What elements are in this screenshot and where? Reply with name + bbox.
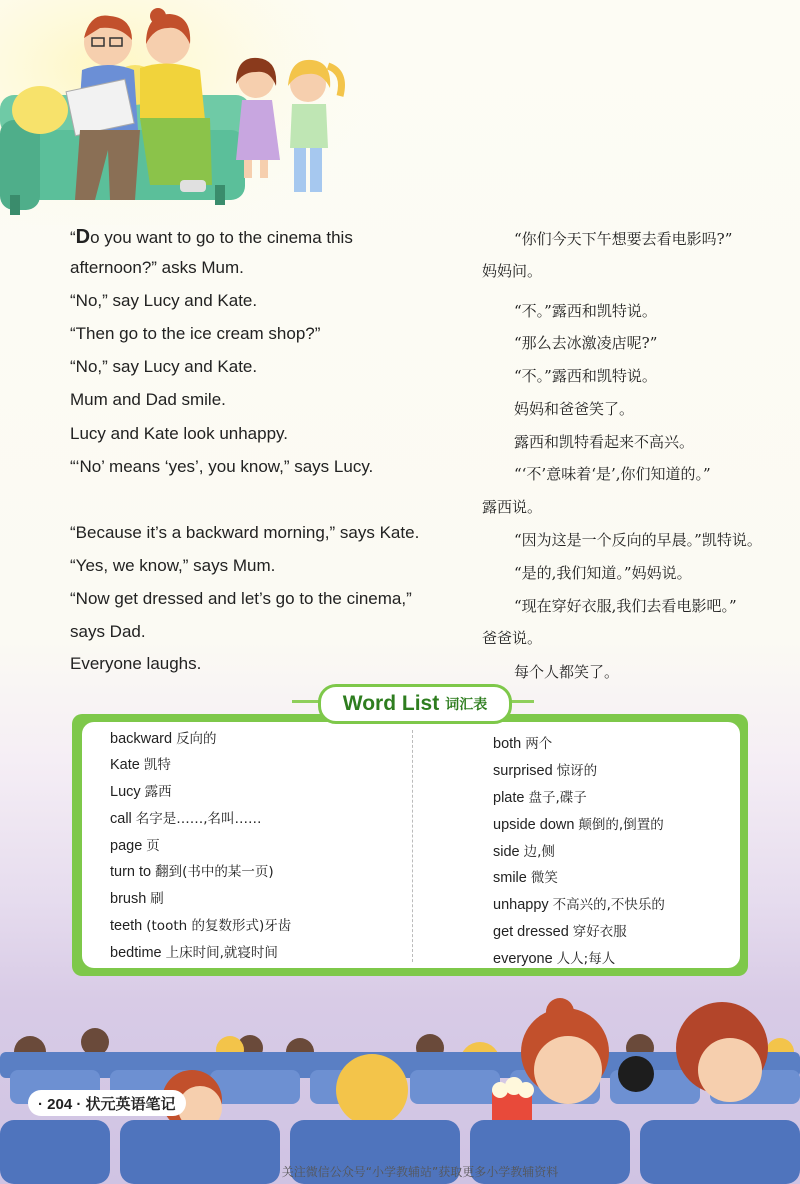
word-list-title-rule-left [292, 700, 320, 703]
word-list-item [110, 727, 217, 747]
word: brush [110, 891, 147, 907]
story-en-line: “Now get dressed and let’s go to the cinema,” [70, 589, 412, 608]
word-list-item [110, 887, 164, 907]
story-zh-line: 每个人都笑了。 [514, 663, 620, 681]
story-en-line: “‘No’ means ‘yes’, you know,” says Lucy. [70, 457, 374, 476]
word: smile [493, 870, 527, 886]
story-zh-line: “现在穿好衣服,我们去看电影吧。” [514, 597, 737, 615]
meaning: 两个 [525, 736, 553, 752]
story-en-line: “Yes, we know,” says Mum. [70, 556, 276, 575]
word-list-item [110, 834, 160, 854]
meaning: 反向的 [176, 731, 217, 747]
word: Lucy [110, 784, 141, 800]
story-zh-line: 露西说。 [482, 498, 543, 516]
word: backward [110, 731, 173, 747]
story-en-line: Mum and Dad smile. [70, 390, 226, 409]
cinema-audience-illustration [0, 990, 800, 1184]
word-list-item [493, 947, 615, 967]
word-list-item [493, 759, 597, 779]
footer-watermark: 关注微信公众号“小学教辅站”获取更多小学教辅资料 [281, 1165, 559, 1179]
drop-cap: D [75, 226, 91, 248]
word: upside down [493, 817, 575, 833]
word-list-title-en: Word List [342, 692, 440, 715]
story-zh-line: “那么去冰激凌店呢?” [514, 334, 658, 352]
word-list-title-zh: 词汇表 [445, 697, 488, 713]
word: unhappy [493, 897, 549, 913]
word: Kate [110, 757, 140, 773]
story-zh-line: “不。”露西和凯特说。 [514, 302, 657, 320]
word: get dressed [493, 924, 569, 940]
story-zh-line: 妈妈和爸爸笑了。 [514, 400, 635, 418]
word-list-item [110, 941, 278, 961]
word-list-item [110, 914, 291, 934]
story-zh-line: 露西和凯特看起来不高兴。 [514, 433, 695, 451]
story-en-line-text: o you want to go to the cinema this [90, 228, 353, 247]
family-sofa-illustration [0, 0, 360, 225]
story-en-line: “No,” say Lucy and Kate. [70, 291, 258, 310]
word-list-divider [412, 730, 413, 962]
story-zh-line: 妈妈问。 [482, 262, 543, 280]
word-list-item [493, 786, 587, 806]
word-list-item [493, 866, 558, 886]
story-en-line: Lucy and Kate look unhappy. [70, 424, 289, 443]
meaning: (tooth 的复数形式)牙齿 [146, 918, 292, 934]
meaning: 名字是……,名叫…… [135, 811, 262, 827]
page-number-label: · 204 · 状元英语笔记 [28, 1090, 186, 1116]
word-list-item [493, 920, 627, 940]
word: call [110, 811, 132, 827]
meaning: 刷 [150, 891, 164, 907]
story-zh-line: 爸爸说。 [482, 629, 543, 647]
meaning: 上床时间,就寝时间 [165, 945, 278, 961]
story-en-line: “Then go to the ice cream shop?” [70, 324, 321, 343]
word-list-title [318, 684, 512, 724]
meaning: 页 [146, 838, 160, 854]
meaning: 边,侧 [523, 844, 555, 860]
story-en-line: “Because it’s a backward morning,” says Kate. [70, 523, 420, 542]
word-list-item [493, 732, 552, 752]
word-list-item [493, 813, 664, 833]
word-list-item [110, 807, 262, 827]
story-en-line: Everyone laughs. [70, 654, 202, 673]
story-en-line: says Dad. [70, 622, 146, 641]
story-zh-line: “因为这是一个反向的早晨。”凯特说。 [514, 531, 762, 549]
open-quote: “ [70, 228, 76, 247]
word-list-item [110, 860, 274, 880]
story-zh-line: “是的,我们知道。”妈妈说。 [514, 564, 692, 582]
story-en-line: afternoon?” asks Mum. [70, 258, 244, 277]
word-list-item [493, 893, 665, 913]
story-en-line-1 [70, 226, 353, 249]
story-zh-line: “你们今天下午想要去看电影吗?” [514, 230, 733, 248]
story-zh-line: “不。”露西和凯特说。 [514, 367, 657, 385]
meaning: 人人;每人 [556, 951, 616, 967]
word: turn to [110, 864, 152, 880]
meaning: 穿好衣服 [572, 924, 627, 940]
word: page [110, 838, 143, 854]
meaning: 翻到(书中的某一页) [155, 864, 274, 880]
meaning: 露西 [144, 784, 172, 800]
word-list-item [110, 753, 171, 773]
word: everyone [493, 951, 553, 967]
meaning: 凯特 [143, 757, 171, 773]
word-list-item [110, 780, 172, 800]
meaning: 惊讶的 [556, 763, 598, 779]
word-list-item [493, 840, 555, 860]
meaning: 微笑 [530, 870, 558, 886]
meaning: 不高兴的,不快乐的 [552, 897, 665, 913]
story-en-line: “No,” say Lucy and Kate. [70, 357, 258, 376]
word: both [493, 736, 522, 752]
word: side [493, 844, 520, 860]
word: plate [493, 790, 525, 806]
meaning: 盘子,碟子 [528, 790, 587, 806]
word: bedtime [110, 945, 162, 961]
story-zh-line: “‘不’意味着‘是’,你们知道的。” [514, 465, 711, 483]
word: surprised [493, 763, 553, 779]
word: teeth [110, 918, 143, 934]
meaning: 颠倒的,倒置的 [578, 817, 664, 833]
